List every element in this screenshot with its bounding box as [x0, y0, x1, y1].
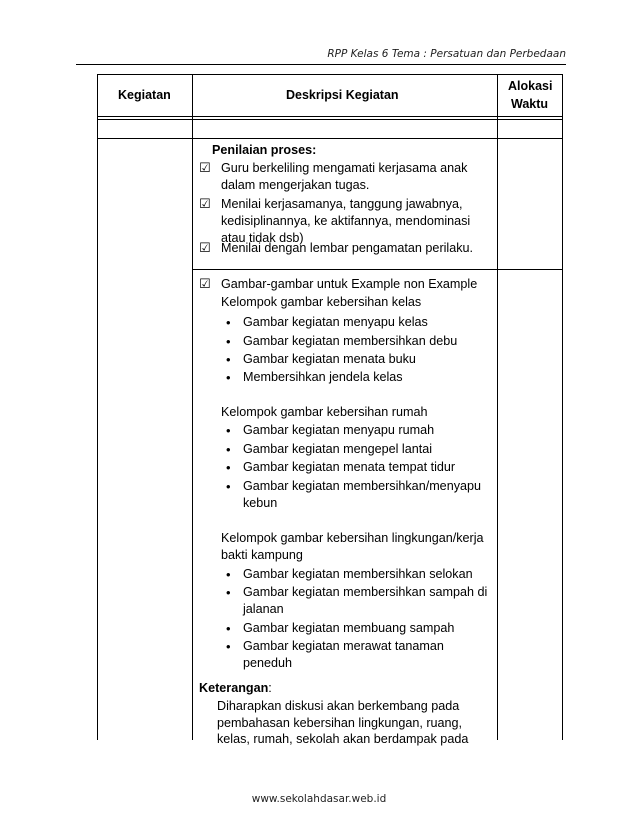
bullet-icon: • [226, 423, 231, 438]
group2-item: Gambar kegiatan menyapu rumah [243, 423, 435, 437]
gambar-intro: Gambar-gambar untuk Example non Example [221, 277, 478, 291]
group1-item: Gambar kegiatan membersihkan debu [243, 334, 458, 348]
bullet-icon: • [226, 479, 231, 494]
checkbox-icon: ☑ [199, 161, 211, 176]
table-border-right [562, 74, 563, 740]
bullet-icon: • [226, 334, 231, 349]
group2-item: Gambar kegiatan mengepel lantai [243, 442, 433, 456]
group1-item: Membersihkan jendela kelas [243, 370, 403, 384]
group3-item: Gambar kegiatan merawat tanaman [243, 639, 444, 653]
group3-item: Gambar kegiatan membuang sampah [243, 621, 455, 635]
page-header: RPP Kelas 6 Tema : Persatuan dan Perbedaan [327, 48, 566, 60]
header-double-rule [97, 116, 563, 120]
col-kegiatan: Kegiatan [118, 88, 171, 102]
group3-title: Kelompok gambar kebersihan lingkungan/kerja [221, 531, 484, 545]
group1-item: Gambar kegiatan menata buku [243, 352, 416, 366]
bullet-icon: • [226, 315, 231, 330]
row-divider-2 [192, 269, 498, 270]
bullet-icon: • [226, 352, 231, 367]
keterangan-heading [199, 680, 272, 697]
table-border-top [97, 74, 563, 75]
group3-item-cont: jalanan [243, 602, 284, 616]
checkbox-icon: ☑ [199, 197, 211, 212]
keterangan-colon: : [268, 681, 272, 695]
checkbox-icon: ☑ [199, 277, 211, 292]
bullet-icon: • [226, 585, 231, 600]
group3-item: Gambar kegiatan membersihkan sampah di [243, 585, 488, 599]
group2-item-cont: kebun [243, 496, 278, 510]
col-deskripsi: Deskripsi Kegiatan [286, 88, 399, 102]
row-divider-2b [497, 269, 562, 270]
group1-title: Kelompok gambar kebersihan kelas [221, 295, 422, 309]
penilaian-item-1a: Guru berkeliling mengamati kerjasama anak [221, 161, 468, 175]
table-divider-1 [192, 74, 193, 740]
keterangan-line: Diharapkan diskusi akan berkembang pada [217, 699, 460, 713]
keterangan-line: pembahasan kebersihan lingkungan, ruang, [217, 716, 463, 730]
header-rule [76, 64, 566, 65]
penilaian-title: Penilaian proses: [212, 143, 317, 157]
group2-item: Gambar kegiatan membersihkan/menyapu [243, 479, 482, 493]
group3-item-cont: peneduh [243, 656, 293, 670]
page-footer: www.sekolahdasar.web.id [251, 793, 387, 805]
bullet-icon: • [226, 442, 231, 457]
bullet-icon: • [226, 639, 231, 654]
checkbox-icon: ☑ [199, 241, 211, 256]
penilaian-item-2b: kedisiplinannya, ke aktifannya, mendominasi [221, 214, 471, 228]
penilaian-item-2a: Menilai kerjasamanya, tanggung jawabnya, [221, 197, 463, 211]
group3-title-cont: bakti kampung [221, 548, 303, 562]
group2-item: Gambar kegiatan menata tempat tidur [243, 460, 456, 474]
bullet-icon: • [226, 460, 231, 475]
keterangan-label: Keterangan [199, 681, 269, 695]
col-alokasi: Alokasi [508, 79, 553, 93]
penilaian-item-2c: atau tidak dsb) [221, 231, 304, 245]
table-divider-2 [497, 74, 498, 740]
table-border-left [97, 74, 98, 740]
row-divider-1 [97, 138, 563, 139]
group2-title: Kelompok gambar kebersihan rumah [221, 405, 428, 419]
penilaian-item-3: Menilai dengan lembar pengamatan perilaku. [221, 241, 474, 255]
group3-item: Gambar kegiatan membersihkan selokan [243, 567, 473, 581]
bullet-icon: • [226, 567, 231, 582]
penilaian-item-1b: dalam mengerjakan tugas. [221, 178, 370, 192]
bullet-icon: • [226, 621, 231, 636]
group1-item: Gambar kegiatan menyapu kelas [243, 315, 428, 329]
bullet-icon: • [226, 370, 231, 385]
keterangan-line: kelas, rumah, sekolah akan berdampak pada [217, 732, 469, 746]
col-waktu: Waktu [511, 97, 549, 111]
